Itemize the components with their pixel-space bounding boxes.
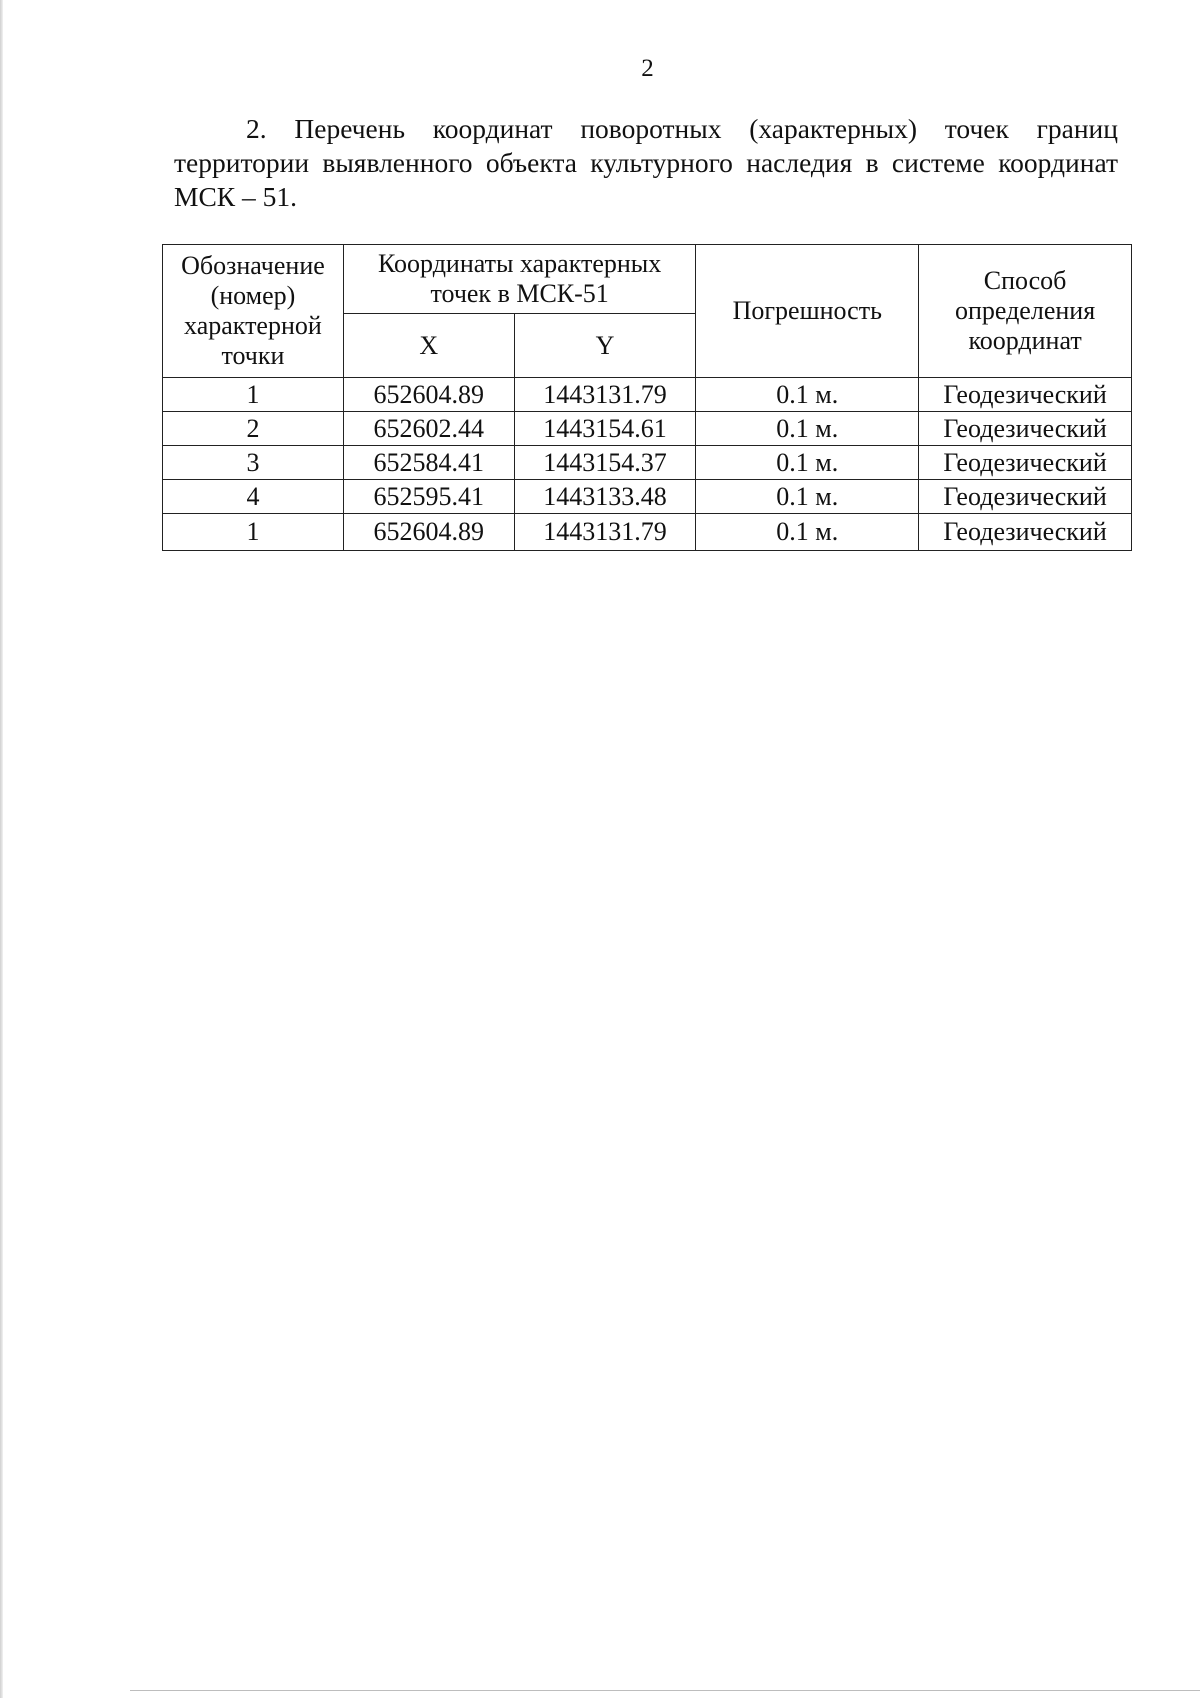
- cell-method: Геодезический: [919, 378, 1132, 412]
- cell-x: 652604.89: [343, 378, 514, 412]
- header-coordinates: Координаты характерных точек в МСК-51: [343, 245, 696, 314]
- intro-paragraph: 2. Перечень координат поворотных (характерных) точек границ территории выявленного объекта культурного наследия в системе координат МСК – 51.: [174, 113, 1118, 212]
- header-y: Y: [514, 314, 696, 378]
- cell-x: 652584.41: [343, 446, 514, 480]
- table-row: [163, 378, 1132, 412]
- header-method: Способ определения координат: [919, 245, 1132, 378]
- cell-point: 3: [163, 446, 344, 480]
- cell-y: 1443131.79: [514, 514, 696, 551]
- cell-method: Геодезический: [919, 480, 1132, 514]
- cell-y: 1443133.48: [514, 480, 696, 514]
- coordinates-table: [162, 244, 1132, 551]
- header-x: X: [343, 314, 514, 378]
- cell-error: 0.1 м.: [696, 480, 919, 514]
- table-row: [163, 446, 1132, 480]
- header-point: Обозначение (номер) характерной точки: [163, 245, 344, 378]
- table-row: [163, 480, 1132, 514]
- scan-edge-bottom: [130, 1690, 1200, 1691]
- cell-x: 652602.44: [343, 412, 514, 446]
- cell-point: 1: [163, 378, 344, 412]
- cell-point: 4: [163, 480, 344, 514]
- cell-error: 0.1 м.: [696, 514, 919, 551]
- cell-y: 1443154.61: [514, 412, 696, 446]
- page-number: 2: [641, 55, 654, 82]
- table-row: [163, 412, 1132, 446]
- cell-method: Геодезический: [919, 514, 1132, 551]
- cell-y: 1443154.37: [514, 446, 696, 480]
- cell-error: 0.1 м.: [696, 446, 919, 480]
- cell-x: 652595.41: [343, 480, 514, 514]
- cell-y: 1443131.79: [514, 378, 696, 412]
- cell-error: 0.1 м.: [696, 412, 919, 446]
- cell-method: Геодезический: [919, 412, 1132, 446]
- header-error: Погрешность: [696, 245, 919, 378]
- cell-x: 652604.89: [343, 514, 514, 551]
- table-row: [163, 514, 1132, 551]
- cell-method: Геодезический: [919, 446, 1132, 480]
- scan-edge-left: [0, 0, 3, 1698]
- cell-point: 1: [163, 514, 344, 551]
- cell-point: 2: [163, 412, 344, 446]
- cell-error: 0.1 м.: [696, 378, 919, 412]
